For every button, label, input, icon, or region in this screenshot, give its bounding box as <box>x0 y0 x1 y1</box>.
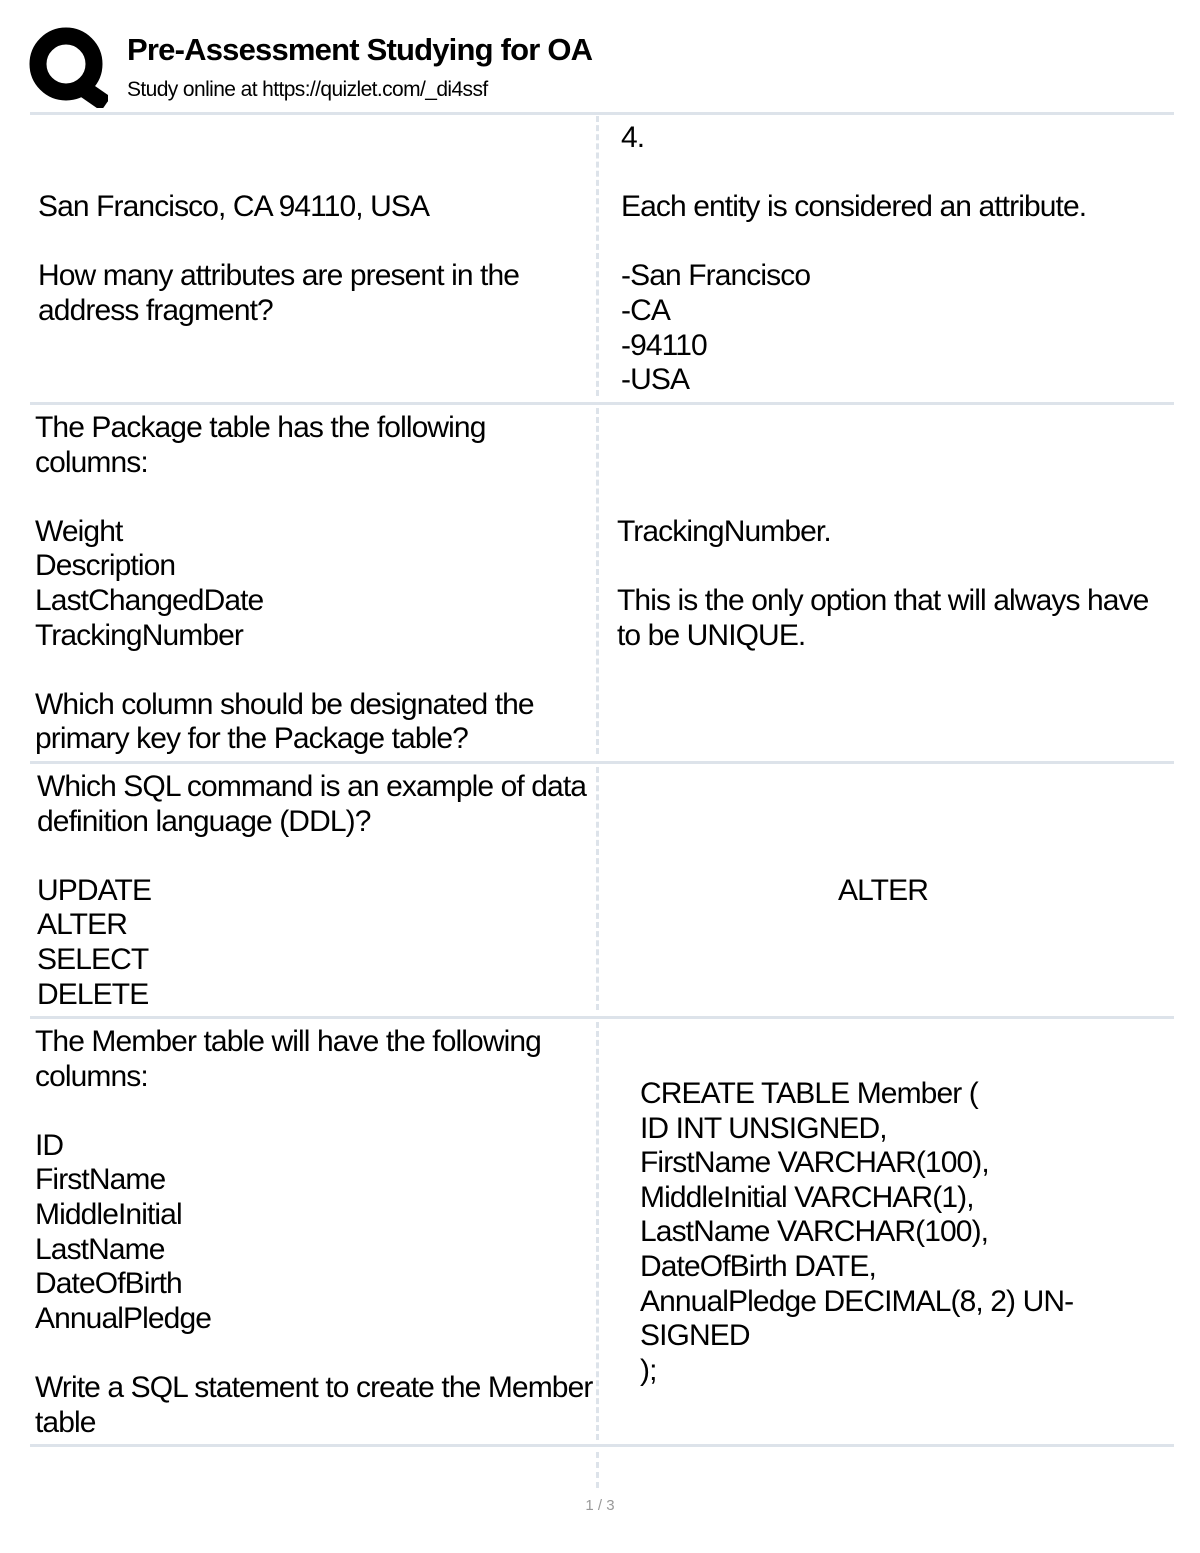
page-number: 1 / 3 <box>585 1497 615 1514</box>
card-definition: CREATE TABLE Member ( ID INT UNSIGNED, FirstName VARCHAR(100), MiddleInitial VARCHAR(1), LastName VARCHAR(100), DateOfBirth DATE, AnnualPledge DECIMAL(8, 2) UN- SIGNED ); <box>640 1077 1074 1387</box>
column-divider <box>596 116 599 396</box>
card-term: The Package table has the following columns: Weight Description LastChangedDate TrackingNumber Which column should be designated the primary key for the Package table? <box>35 411 534 756</box>
column-divider <box>596 767 599 1010</box>
study-link[interactable]: Study online at https://quizlet.com/_di4ssf <box>127 78 488 101</box>
card-divider <box>30 402 1174 405</box>
header-divider <box>30 112 1174 115</box>
column-divider <box>596 408 599 754</box>
column-divider <box>596 1022 599 1440</box>
card-definition: ALTER <box>838 874 928 907</box>
column-divider <box>596 1452 599 1488</box>
page-title: Pre-Assessment Studying for OA <box>127 32 593 67</box>
card-term: The Member table will have the following columns: ID FirstName MiddleInitial LastName DateOfBirth AnnualPledge Write a SQL statement to create the Member table <box>35 1025 593 1439</box>
card-divider <box>30 1444 1174 1447</box>
card-term: Which SQL command is an example of data definition language (DDL)? UPDATE ALTER SELECT DELETE <box>37 770 587 1011</box>
card-term: San Francisco, CA 94110, USA How many attributes are present in the address fragment? <box>38 190 520 327</box>
card-definition: 4. Each entity is considered an attribute. -San Francisco -CA -94110 -USA <box>621 121 1087 397</box>
card-divider <box>30 1016 1174 1019</box>
card-definition: TrackingNumber. This is the only option that will always have to be UNIQUE. <box>617 515 1149 652</box>
quizlet-logo-icon <box>28 26 108 108</box>
card-divider <box>30 761 1174 764</box>
